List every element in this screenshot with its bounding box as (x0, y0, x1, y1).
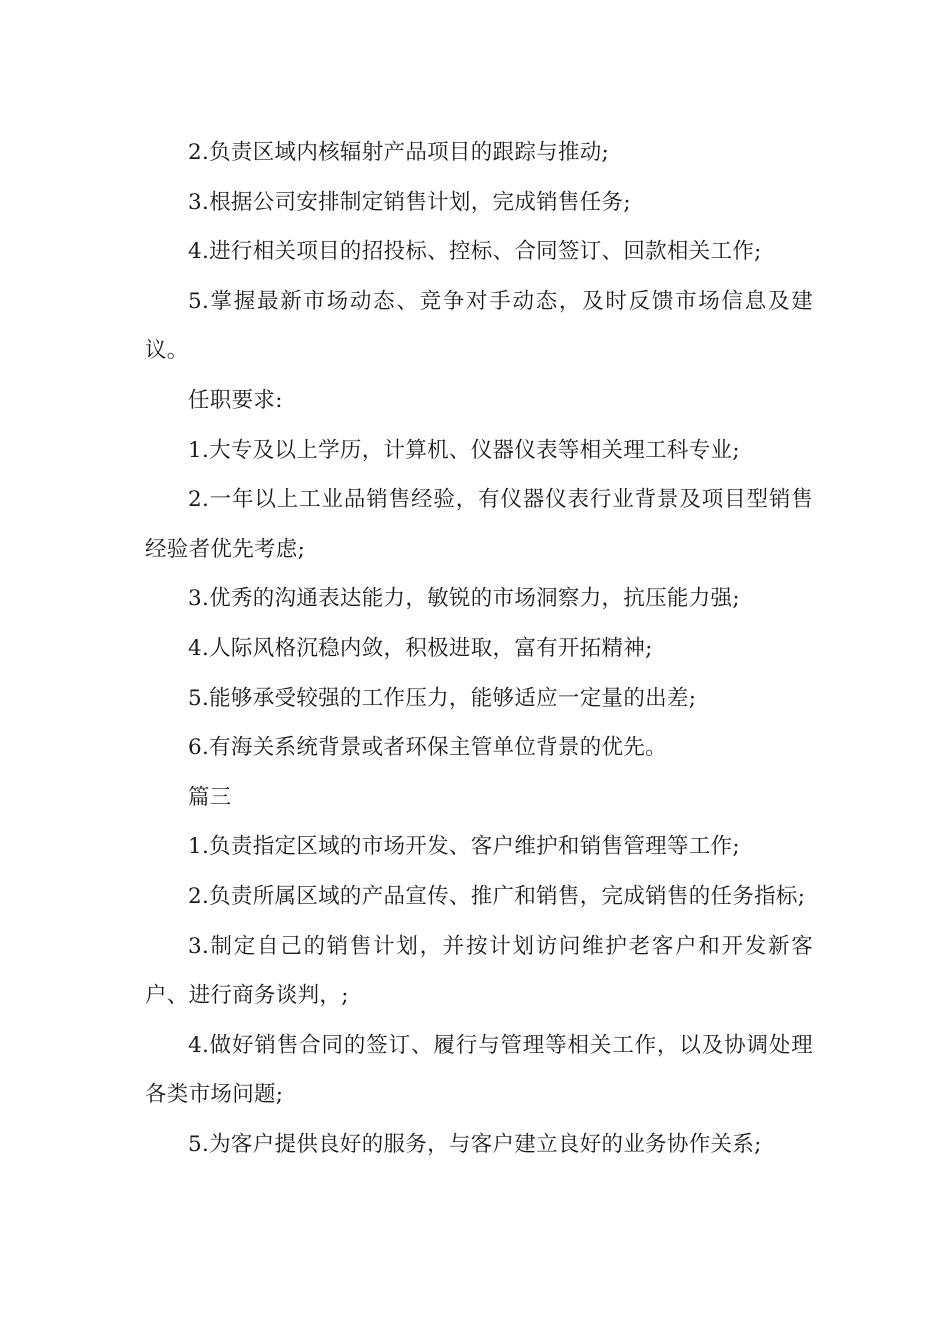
paragraph: 2.负责区域内核辐射产品项目的跟踪与推动; (188, 140, 610, 165)
section-heading: 任职要求: (188, 387, 283, 413)
paragraph: 6.有海关系统背景或者环保主管单位背景的优先。 (188, 735, 667, 761)
paragraph: 5.为客户提供良好的服务，与客户建立良好的业务协作关系; (188, 1131, 762, 1157)
paragraph: 2.一年以上工业品销售经验，有仪器仪表行业背景及项目型销售经验者优先考虑; (145, 487, 813, 562)
section-heading: 篇三 (188, 784, 232, 810)
paragraph: 1.大专及以上学历，计算机、仪器仪表等相关理工科专业; (188, 437, 740, 463)
paragraph: 5.能够承受较强的工作压力，能够适应一定量的出差; (188, 685, 697, 711)
paragraph: 4.进行相关项目的招投标、控标、合同签订、回款相关工作; (188, 239, 762, 265)
paragraph: 4.做好销售合同的签订、履行与管理等相关工作，以及协调处理各类市场问题; (145, 1032, 813, 1108)
paragraph: 1.负责指定区域的市场开发、客户维护和销售管理等工作; (188, 834, 740, 860)
paragraph: 3.制定自己的销售计划，并按计划访问维护老客户和开发新客户、进行商务谈判，; (145, 933, 813, 1009)
paragraph: 3.根据公司安排制定销售计划，完成销售任务; (188, 189, 631, 215)
paragraph: 3.优秀的沟通表达能力，敏锐的市场洞察力，抗压能力强; (188, 586, 740, 612)
paragraph: 4.人际风格沉稳内敛，积极进取，富有开拓精神; (188, 635, 653, 661)
paragraph: 5.掌握最新市场动态、竞争对手动态，及时反馈市场信息及建议。 (145, 288, 813, 364)
paragraph: 2.负责所属区域的产品宣传、推广和销售，完成销售的任务指标; (188, 883, 806, 909)
document-body (145, 128, 813, 1169)
